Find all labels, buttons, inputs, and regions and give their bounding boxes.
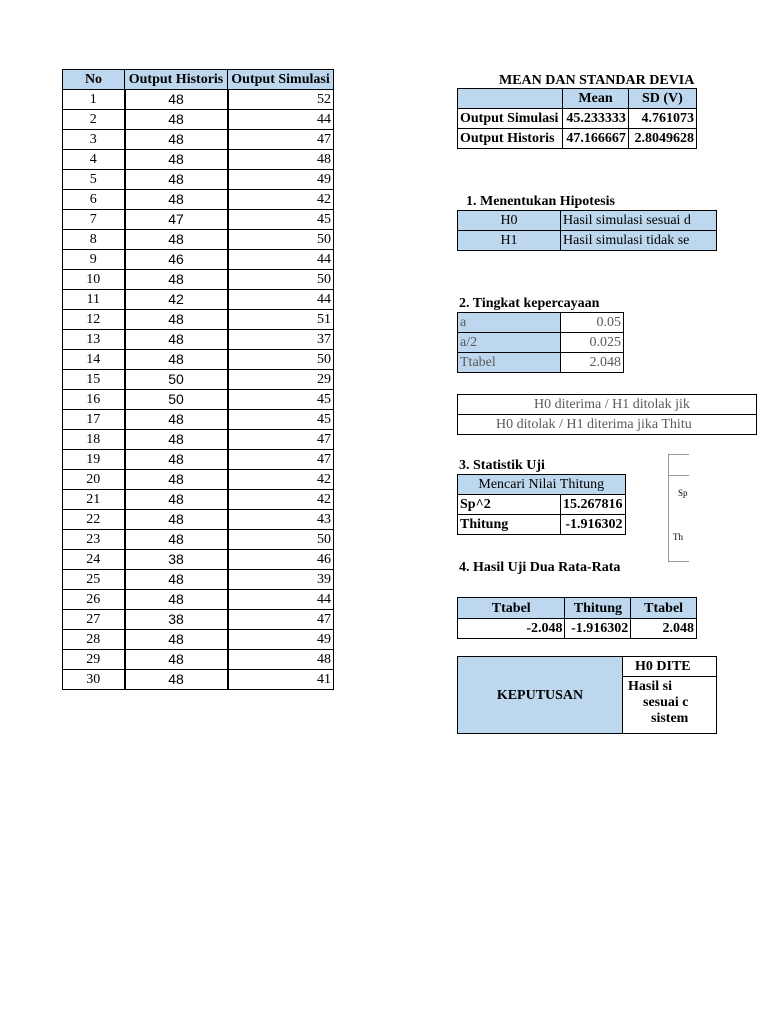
hasil-wrapper <box>457 597 694 639</box>
row-output-simulasi: 48 <box>228 650 334 670</box>
hipotesis-table <box>457 210 717 251</box>
kepercayaan-value: 0.025 <box>561 333 624 353</box>
row-no: 25 <box>63 570 125 590</box>
kriteria-text: H0 diterima / H1 ditolak jik <box>458 395 757 415</box>
mean-sd-row-simulasi <box>458 109 697 129</box>
row-output-historis: 42 <box>125 290 228 310</box>
table-row <box>63 230 334 250</box>
row-output-simulasi: 45 <box>228 410 334 430</box>
output-table <box>62 69 334 690</box>
row-output-simulasi: 51 <box>228 310 334 330</box>
kepercayaan-label: Ttabel <box>458 353 561 373</box>
formula-box <box>668 454 689 562</box>
row-output-simulasi: 49 <box>228 630 334 650</box>
hipotesis-text: Hasil simulasi sesuai d <box>561 211 717 231</box>
table-row <box>63 610 334 630</box>
row-output-historis: 50 <box>125 390 228 410</box>
mean-sd-corner <box>458 89 563 109</box>
row-output-historis: 38 <box>125 550 228 570</box>
row-no: 7 <box>63 210 125 230</box>
table-row <box>63 450 334 470</box>
row-output-historis: 48 <box>125 330 228 350</box>
table-row <box>63 490 334 510</box>
keputusan-line: sesuai c <box>643 695 689 710</box>
row-output-simulasi: 37 <box>228 330 334 350</box>
statistik-title: 3. Statistik Uji <box>459 458 545 473</box>
row-output-simulasi: 42 <box>228 470 334 490</box>
table-row <box>63 330 334 350</box>
row-no: 22 <box>63 510 125 530</box>
row-no: 27 <box>63 610 125 630</box>
row-output-historis: 48 <box>125 570 228 590</box>
row-output-simulasi: 47 <box>228 130 334 150</box>
row-no: 2 <box>63 110 125 130</box>
table-row <box>63 470 334 490</box>
row-output-historis: 47 <box>125 210 228 230</box>
header-output-historis: Output Historis <box>125 70 228 90</box>
keputusan-line: Hasil si <box>628 679 672 694</box>
hasil-table <box>457 597 697 639</box>
keputusan-row-top <box>458 657 717 677</box>
row-output-simulasi: 44 <box>228 290 334 310</box>
kepercayaan-title: 2. Tingkat kepercayaan <box>459 296 600 311</box>
row-output-historis: 48 <box>125 310 228 330</box>
value-thitung: -1.916302 <box>565 619 631 639</box>
table-row <box>63 110 334 130</box>
row-output-simulasi: 49 <box>228 170 334 190</box>
table-row <box>63 130 334 150</box>
row-label: Output Simulasi <box>458 109 563 129</box>
row-no: 10 <box>63 270 125 290</box>
row-output-simulasi: 44 <box>228 590 334 610</box>
mean-sd-row-historis <box>458 129 697 149</box>
row-output-historis: 48 <box>125 590 228 610</box>
header-output-simulasi: Output Simulasi <box>228 70 334 90</box>
table-row <box>63 170 334 190</box>
statistik-row-sp2 <box>458 495 626 515</box>
mean-sd-header-row <box>458 89 697 109</box>
keputusan-label: KEPUTUSAN <box>458 657 623 734</box>
table-row <box>63 190 334 210</box>
row-no: 21 <box>63 490 125 510</box>
row-output-simulasi: 47 <box>228 450 334 470</box>
row-no: 23 <box>63 530 125 550</box>
sd-value: 2.8049628 <box>628 129 696 149</box>
row-output-simulasi: 43 <box>228 510 334 530</box>
kepercayaan-label: a <box>458 313 561 333</box>
row-output-historis: 48 <box>125 450 228 470</box>
row-output-simulasi: 50 <box>228 530 334 550</box>
row-no: 12 <box>63 310 125 330</box>
hipotesis-wrapper <box>457 210 691 251</box>
kriteria-text: H0 ditolak / H1 diterima jika Thitu <box>458 415 757 435</box>
keputusan-line: sistem <box>651 711 689 726</box>
row-output-historis: 48 <box>125 150 228 170</box>
row-label: Output Historis <box>458 129 563 149</box>
table-row <box>63 650 334 670</box>
keputusan-detail <box>623 677 717 734</box>
table-row <box>63 310 334 330</box>
hipotesis-row-h0 <box>458 211 717 231</box>
row-output-historis: 48 <box>125 410 228 430</box>
value-ttabel-pos: 2.048 <box>631 619 697 639</box>
statistik-table <box>457 474 626 535</box>
hipotesis-code: H1 <box>458 231 561 251</box>
table-row <box>63 630 334 650</box>
row-output-historis: 48 <box>125 270 228 290</box>
row-output-simulasi: 42 <box>228 490 334 510</box>
kriteria-table <box>457 394 757 435</box>
row-output-historis: 48 <box>125 130 228 150</box>
row-no: 18 <box>63 430 125 450</box>
kriteria-row <box>458 415 757 435</box>
table-row <box>63 270 334 290</box>
table-row <box>63 530 334 550</box>
kepercayaan-value: 0.05 <box>561 313 624 333</box>
row-output-simulasi: 46 <box>228 550 334 570</box>
hasil-value-row <box>458 619 697 639</box>
row-output-simulasi: 50 <box>228 350 334 370</box>
row-output-historis: 48 <box>125 630 228 650</box>
mean-sd-title: MEAN DAN STANDAR DEVIA <box>499 73 695 88</box>
row-no: 9 <box>63 250 125 270</box>
row-no: 8 <box>63 230 125 250</box>
kepercayaan-table <box>457 312 624 373</box>
row-no: 4 <box>63 150 125 170</box>
row-no: 20 <box>63 470 125 490</box>
table-row <box>63 290 334 310</box>
header-no: No <box>63 70 125 90</box>
table-row <box>63 390 334 410</box>
row-no: 5 <box>63 170 125 190</box>
table-row <box>63 250 334 270</box>
row-output-historis: 48 <box>125 490 228 510</box>
row-no: 28 <box>63 630 125 650</box>
header-ttabel-pos: Ttabel <box>631 598 697 619</box>
kriteria-row <box>458 395 757 415</box>
table-row <box>63 590 334 610</box>
row-output-historis: 48 <box>125 530 228 550</box>
row-no: 15 <box>63 370 125 390</box>
row-output-historis: 50 <box>125 370 228 390</box>
header-sd: SD (V) <box>628 89 696 109</box>
mean-sd-table <box>457 88 697 149</box>
kriteria-wrapper <box>457 394 692 435</box>
kepercayaan-row-a-half <box>458 333 624 353</box>
row-no: 14 <box>63 350 125 370</box>
table-row <box>63 210 334 230</box>
hipotesis-row-h1 <box>458 231 717 251</box>
row-output-simulasi: 45 <box>228 390 334 410</box>
hasil-title: 4. Hasil Uji Dua Rata-Rata <box>459 560 621 575</box>
formula-th-label: Th <box>673 532 683 542</box>
row-output-historis: 48 <box>125 510 228 530</box>
table-row <box>63 550 334 570</box>
row-output-historis: 38 <box>125 610 228 630</box>
statistik-header-row <box>458 475 626 495</box>
row-output-historis: 48 <box>125 430 228 450</box>
row-no: 30 <box>63 670 125 690</box>
row-output-simulasi: 47 <box>228 430 334 450</box>
row-no: 29 <box>63 650 125 670</box>
kepercayaan-row-ttabel <box>458 353 624 373</box>
row-output-simulasi: 42 <box>228 190 334 210</box>
row-output-historis: 48 <box>125 670 228 690</box>
hipotesis-code: H0 <box>458 211 561 231</box>
statistik-header: Mencari Nilai Thitung <box>458 475 626 495</box>
row-output-simulasi: 41 <box>228 670 334 690</box>
row-no: 11 <box>63 290 125 310</box>
row-output-simulasi: 47 <box>228 610 334 630</box>
row-output-historis: 48 <box>125 470 228 490</box>
row-output-simulasi: 50 <box>228 270 334 290</box>
mean-sd-wrapper <box>457 88 694 149</box>
table-row <box>63 150 334 170</box>
output-table-header-row <box>63 70 334 90</box>
keputusan-table <box>457 656 717 734</box>
row-output-simulasi: 50 <box>228 230 334 250</box>
table-row <box>63 370 334 390</box>
row-output-historis: 48 <box>125 190 228 210</box>
row-no: 13 <box>63 330 125 350</box>
mean-value: 45.233333 <box>563 109 629 129</box>
kepercayaan-row-a <box>458 313 624 333</box>
keputusan-header: H0 DITE <box>623 657 717 677</box>
table-row <box>63 570 334 590</box>
row-output-historis: 46 <box>125 250 228 270</box>
header-mean: Mean <box>563 89 629 109</box>
kepercayaan-value: 2.048 <box>561 353 624 373</box>
statistik-label: Sp^2 <box>458 495 561 515</box>
statistik-label: Thitung <box>458 515 561 535</box>
formula-sp-label: Sp <box>678 488 688 498</box>
table-row <box>63 90 334 110</box>
hipotesis-title: 1. Menentukan Hipotesis <box>466 194 615 209</box>
header-thitung: Thitung <box>565 598 631 619</box>
row-no: 3 <box>63 130 125 150</box>
hipotesis-text: Hasil simulasi tidak se <box>561 231 717 251</box>
row-output-historis: 48 <box>125 650 228 670</box>
value-ttabel-neg: -2.048 <box>458 619 565 639</box>
table-row <box>63 510 334 530</box>
row-output-simulasi: 39 <box>228 570 334 590</box>
row-no: 17 <box>63 410 125 430</box>
sd-value: 4.761073 <box>628 109 696 129</box>
kepercayaan-label: a/2 <box>458 333 561 353</box>
row-output-historis: 48 <box>125 350 228 370</box>
statistik-value: 15.267816 <box>561 495 626 515</box>
keputusan-wrapper <box>457 656 691 734</box>
row-output-historis: 48 <box>125 230 228 250</box>
mean-value: 47.166667 <box>563 129 629 149</box>
row-output-historis: 48 <box>125 90 228 110</box>
table-row <box>63 670 334 690</box>
hasil-header-row <box>458 598 697 619</box>
row-output-simulasi: 48 <box>228 150 334 170</box>
row-no: 26 <box>63 590 125 610</box>
row-output-simulasi: 52 <box>228 90 334 110</box>
row-output-simulasi: 45 <box>228 210 334 230</box>
row-no: 6 <box>63 190 125 210</box>
row-output-historis: 48 <box>125 110 228 130</box>
row-output-simulasi: 44 <box>228 250 334 270</box>
table-row <box>63 350 334 370</box>
row-no: 24 <box>63 550 125 570</box>
statistik-value: -1.916302 <box>561 515 626 535</box>
row-no: 1 <box>63 90 125 110</box>
row-output-simulasi: 29 <box>228 370 334 390</box>
row-output-simulasi: 44 <box>228 110 334 130</box>
row-output-historis: 48 <box>125 170 228 190</box>
header-ttabel-neg: Ttabel <box>458 598 565 619</box>
table-row <box>63 430 334 450</box>
output-table-body <box>63 90 334 690</box>
row-no: 19 <box>63 450 125 470</box>
row-no: 16 <box>63 390 125 410</box>
table-row <box>63 410 334 430</box>
formula-divider <box>669 475 689 476</box>
statistik-row-thitung <box>458 515 626 535</box>
